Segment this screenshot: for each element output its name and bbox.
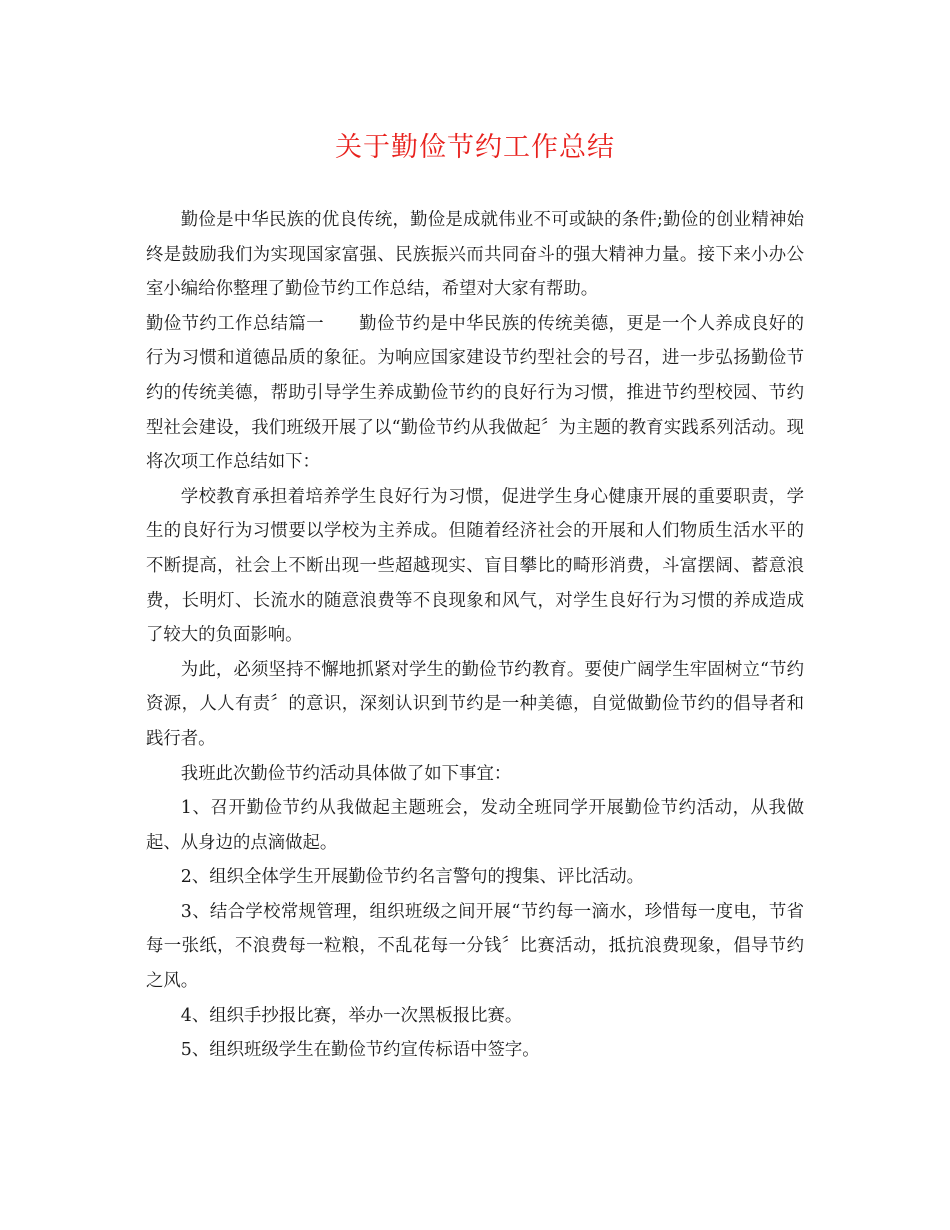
- list-item-1: 1、召开勤俭节约从我做起主题班会，发动全班同学开展勤俭节约活动，从我做起、从身边的点滴做起。: [146, 798, 804, 853]
- intro-paragraph: 勤俭是中华民族的优良传统，勤俭是成就伟业不可或缺的条件;勤俭的创业精神始终是鼓励我们为实现国家富强、民族振兴而共同奋斗的强大精神力量。接下来小办公室小编给你整理了勤俭节约工作总结，希望对大家有帮助。: [146, 210, 804, 300]
- section-1-paragraph: [146, 307, 804, 480]
- document-body: [146, 203, 804, 1068]
- list-item-2: 2、组织全体学生开展勤俭节约名言警句的搜集、评比活动。: [180, 867, 645, 888]
- paragraph-activities-intro: 我班此次勤俭节约活动具体做了如下事宜：: [180, 763, 512, 784]
- section-1-heading: 勤俭节约工作总结篇一: [146, 313, 325, 334]
- paragraph-therefore: 为此，必须坚持不懈地抓紧对学生的勤俭节约教育。要使广阔学生牢固树立“节约资源，人人有责〞的意识，深刻认识到节约是一种美德，自觉做勤俭节约的倡导者和践行者。: [146, 659, 804, 749]
- document-title: 关于勤俭节约工作总结: [335, 132, 615, 163]
- section-1-text: 勤俭节约是中华民族的传统美德，更是一个人养成良好的行为习惯和道德品质的象征。为响应国家建设节约型社会的号召，进一步弘扬勤俭节约的传统美德，帮助引导学生养成勤俭节约的良好行为习惯，推进节约型校园、节约型社会建设，我们班级开展了以“勤俭节约从我做起〞为主题的教育实践系列活动。现将次项工作总结如下：: [146, 313, 804, 473]
- paragraph-school-education: 学校教育承担着培养学生良好行为习惯，促进学生身心健康开展的重要职责，学生的良好行为习惯要以学校为主养成。但随着经济社会的开展和人们物质生活水平的不断提高，社会上不断出现一些超越现实、盲目攀比的畸形消费，斗富摆阔、蓄意浪费，长明灯、长流水的随意浪费等不良现象和风气，对学生良好行为习惯的养成造成了较大的负面影响。: [146, 486, 804, 646]
- list-item-5: 5、组织班级学生在勤俭节约宣传标语中签字。: [180, 1040, 540, 1061]
- list-item-4: 4、组织手抄报比赛，举办一次黑板报比赛。: [180, 1005, 523, 1026]
- list-item-3: 3、结合学校常规管理，组织班级之间开展“节约每一滴水，珍惜每一度电，节省每一张纸，不浪费每一粒粮，不乱花每一分钱〞比赛活动，抵抗浪费现象，倡导节约之风。: [146, 901, 804, 992]
